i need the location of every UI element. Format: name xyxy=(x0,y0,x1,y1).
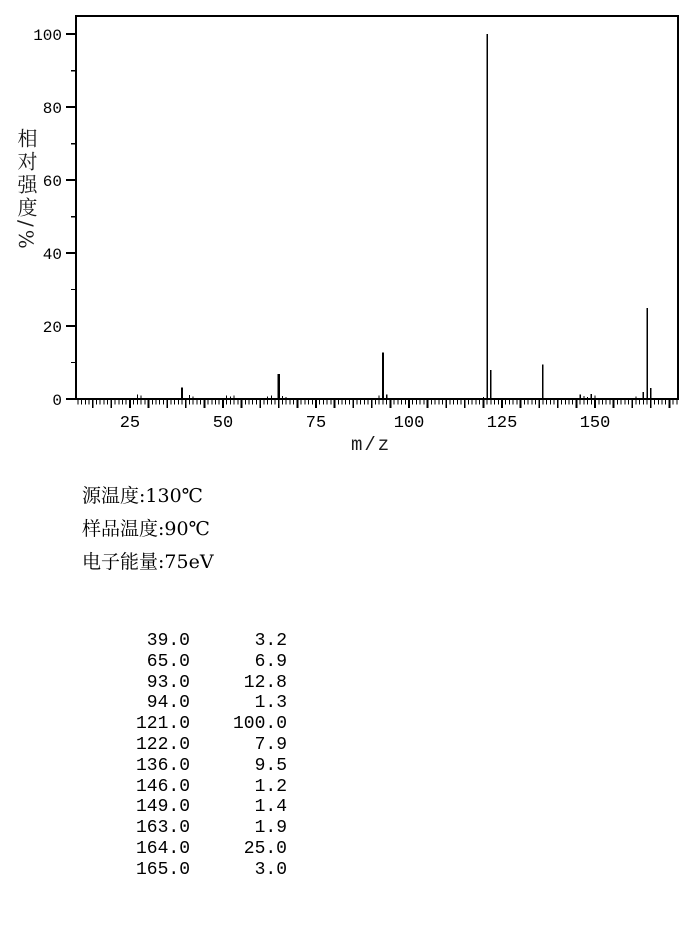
y-axis-tick-label: 100 xyxy=(33,27,62,46)
x-axis-tick-label: 125 xyxy=(486,414,518,433)
y-axis-tick-label: 80 xyxy=(42,100,62,119)
peak-table-row xyxy=(102,797,287,818)
annotation-source-temperature: 源温度:130℃ xyxy=(82,485,203,507)
x-axis-tick-label: 150 xyxy=(579,414,611,433)
peak-mz-cell: 146.0 xyxy=(135,776,190,797)
peak-intensity-cell: 9.5 xyxy=(254,755,287,776)
x-axis-tick-label: 75 xyxy=(305,414,327,433)
peak-table-row xyxy=(102,673,287,694)
peak-table xyxy=(102,631,287,881)
x-axis-tick-label: 100 xyxy=(393,414,425,433)
peak-table-row xyxy=(102,714,287,735)
y-axis-tick-label: 40 xyxy=(42,246,62,265)
peak-intensity-cell: 1.9 xyxy=(254,818,287,839)
x-axis-title: m/z xyxy=(351,434,392,456)
peak-table-row xyxy=(102,756,287,777)
x-axis-tick-label: 50 xyxy=(212,414,234,433)
peak-intensity-cell: 100.0 xyxy=(232,714,287,735)
peak-intensity-cell: 1.4 xyxy=(254,797,287,818)
y-axis-tick-label: 20 xyxy=(42,319,62,338)
peak-mz-cell: 94.0 xyxy=(146,693,190,714)
peak-mz-cell: 121.0 xyxy=(135,714,190,735)
peak-table-row xyxy=(102,735,287,756)
peak-table-row xyxy=(102,777,287,798)
annotation-electron-energy: 电子能量:75eV xyxy=(82,551,214,573)
peak-intensity-cell: 3.0 xyxy=(254,859,287,880)
peak-table-row xyxy=(102,693,287,714)
peak-mz-cell: 65.0 xyxy=(146,651,190,672)
peak-table-row xyxy=(102,839,287,860)
peak-table-row xyxy=(102,860,287,881)
y-axis-tick-label: 0 xyxy=(52,392,62,410)
annotation-sample-temperature: 样品温度:90℃ xyxy=(82,518,210,540)
peak-mz-cell: 149.0 xyxy=(135,797,190,818)
peak-table-row xyxy=(102,652,287,673)
peak-mz-cell: 93.0 xyxy=(146,672,190,693)
peak-intensity-cell: 3.2 xyxy=(254,631,287,651)
peak-intensity-cell: 12.8 xyxy=(243,672,287,693)
y-axis-title: 相对强度/% xyxy=(14,128,38,252)
peak-intensity-cell: 25.0 xyxy=(243,838,287,859)
peak-mz-cell: 136.0 xyxy=(135,755,190,776)
y-axis-tick-label: 60 xyxy=(42,173,62,192)
x-axis-tick-label: 25 xyxy=(119,414,141,433)
peak-mz-cell: 164.0 xyxy=(135,838,190,859)
instrument-conditions xyxy=(82,487,214,586)
peak-table-row xyxy=(102,818,287,839)
peak-mz-cell: 163.0 xyxy=(135,818,190,839)
peak-mz-cell: 165.0 xyxy=(135,859,190,880)
peak-intensity-cell: 6.9 xyxy=(254,651,287,672)
peak-intensity-cell: 1.2 xyxy=(254,776,287,797)
plot-box xyxy=(76,16,678,399)
peak-mz-cell: 39.0 xyxy=(146,631,190,651)
peak-mz-cell: 122.0 xyxy=(135,734,190,755)
peak-intensity-cell: 7.9 xyxy=(254,734,287,755)
peak-intensity-cell: 1.3 xyxy=(254,693,287,714)
peak-table-row xyxy=(102,631,287,652)
